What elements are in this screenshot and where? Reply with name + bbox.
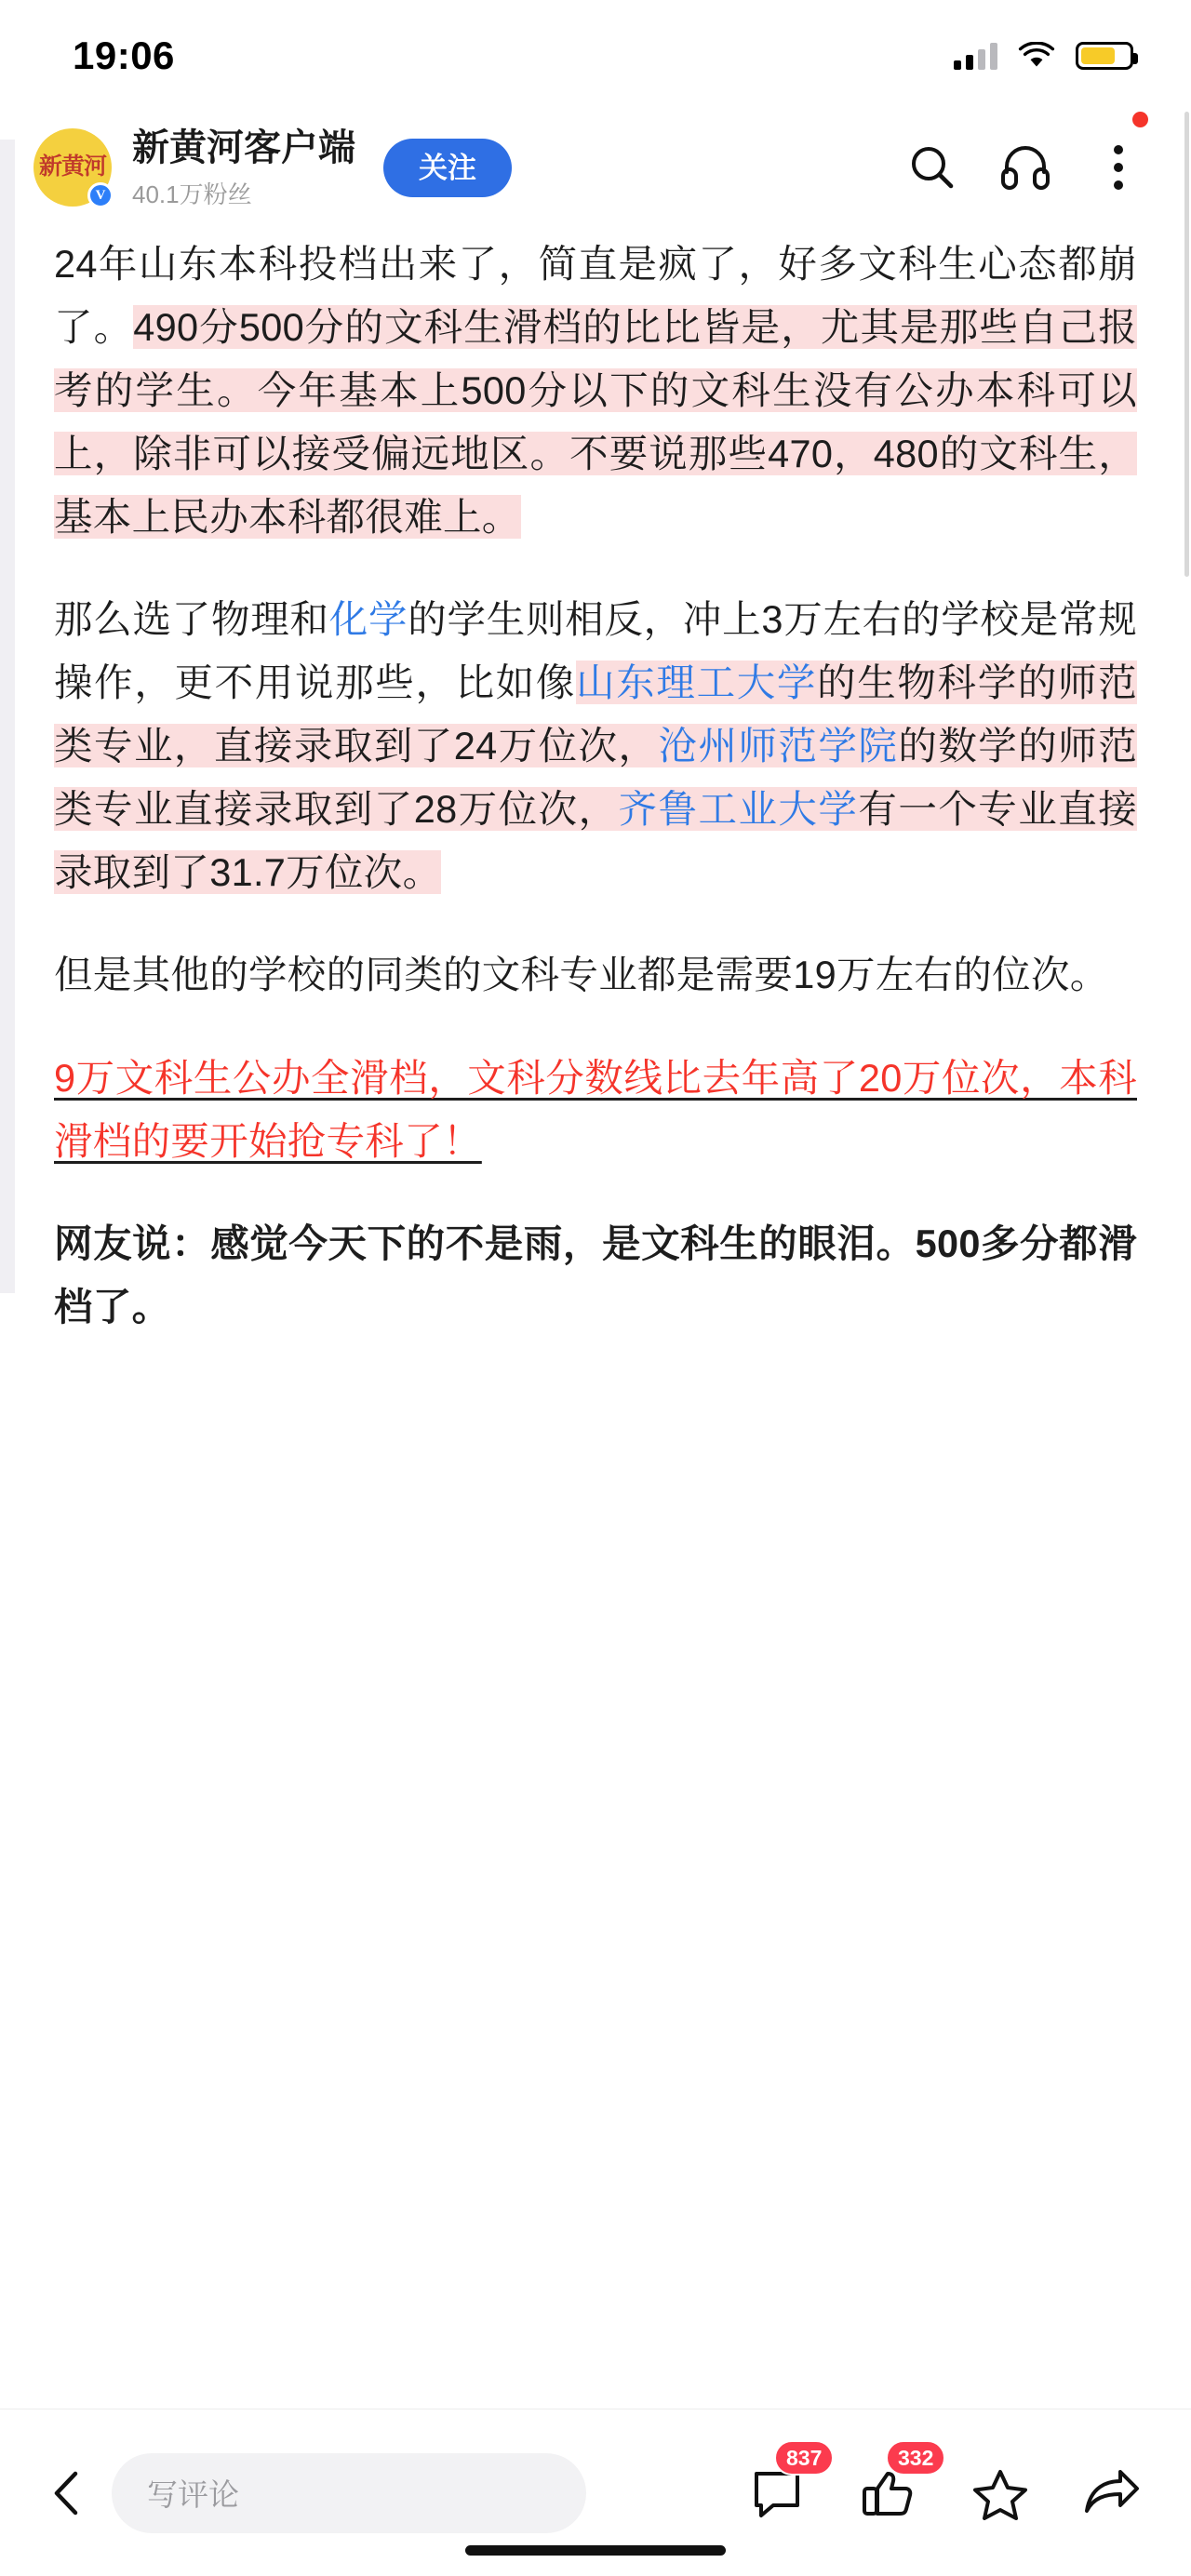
p2-link-chemistry[interactable]: 化学 — [328, 597, 408, 642]
status-icons — [954, 42, 1133, 70]
article-body — [0, 223, 1191, 1339]
paragraph-5: 网友说：感觉今天下的不是雨，是文科生的眼泪。500多分都滑档了。 — [54, 1221, 1137, 1328]
p2-seg-6: 的数学的师范类专业直接录取到了28万位次， — [54, 724, 1137, 832]
account-header — [0, 112, 1191, 223]
comment-input[interactable] — [112, 2453, 586, 2533]
account-meta — [132, 126, 355, 210]
share-button[interactable] — [1083, 2464, 1141, 2522]
favorite-button[interactable] — [971, 2464, 1029, 2522]
comment-placeholder: 写评论 — [147, 2477, 239, 2512]
cellular-signal-icon — [954, 42, 997, 70]
account-fans-count: 40.1万粉丝 — [132, 180, 252, 208]
p2-link-cznu[interactable]: 沧州师范学院 — [658, 724, 899, 768]
paragraph-1-highlight: 490分500分的文科生滑档的比比皆是，尤其是那些自己报考的学生。今年基本上500分以下的文科生没有公办本科可以上，除非可以接受偏远地区。不要说那些470，480的文科生，基本上民办本科都很难上。 — [54, 305, 1137, 540]
battery-icon — [1076, 42, 1133, 70]
headphones-icon[interactable] — [999, 141, 1051, 194]
avatar[interactable] — [33, 128, 112, 207]
star-icon — [972, 2466, 1028, 2520]
paragraph-1-plain: 24年山东本科投档出来了，简直是疯了，好多文科生心态都崩了。 — [54, 242, 1137, 350]
wifi-icon — [1018, 42, 1055, 70]
p2-seg-4: 的生物科学的师范类专业，直接录取到了24万位次， — [54, 661, 1137, 768]
p2-seg-8: 有一个专业直接录取到了31.7万位次。 — [54, 787, 1137, 895]
status-bar — [0, 0, 1191, 112]
p2-link-sdut[interactable]: 山东理工大学 — [576, 661, 818, 705]
paragraph-4 — [54, 1047, 1137, 1173]
p2-seg-0: 那么选了物理和 — [54, 597, 329, 642]
status-time: 19:06 — [73, 33, 175, 77]
p2-link-qlut[interactable]: 齐鲁工业大学 — [618, 787, 859, 832]
like-button[interactable] — [860, 2445, 934, 2522]
p2-seg-2: 的学生则相反，冲上3万左右的学校是常规操作，更不用说那些，比如像 — [54, 597, 1137, 705]
share-arrow-icon — [1083, 2466, 1141, 2520]
chevron-left-icon[interactable] — [43, 2468, 93, 2518]
follow-button[interactable]: 关注 — [383, 139, 512, 197]
paragraph-1 — [54, 233, 1137, 549]
paragraph-2 — [54, 588, 1137, 904]
notification-dot — [1132, 112, 1148, 127]
comment-count-badge: 837 — [774, 2440, 834, 2476]
avatar-logo-text: 新黄河 — [38, 154, 106, 180]
header-actions — [906, 141, 1144, 194]
home-indicator — [465, 2545, 726, 2556]
verified-badge-icon: V — [87, 182, 114, 208]
more-vertical-icon[interactable] — [1092, 141, 1144, 194]
like-count-badge: 332 — [886, 2440, 945, 2476]
search-icon[interactable] — [906, 141, 958, 194]
paragraph-4-text: 9万文科生公办全滑档，文科分数线比去年高了20万位次，本科滑档的要开始抢专科了！ — [54, 1055, 1137, 1163]
account-name: 新黄河客户端 — [132, 127, 355, 168]
paragraph-3: 但是其他的学校的同类的文科专业都是需要19万左右的位次。 — [54, 953, 1109, 997]
bottom-actions — [748, 2445, 1148, 2522]
comment-button[interactable] — [748, 2445, 823, 2522]
